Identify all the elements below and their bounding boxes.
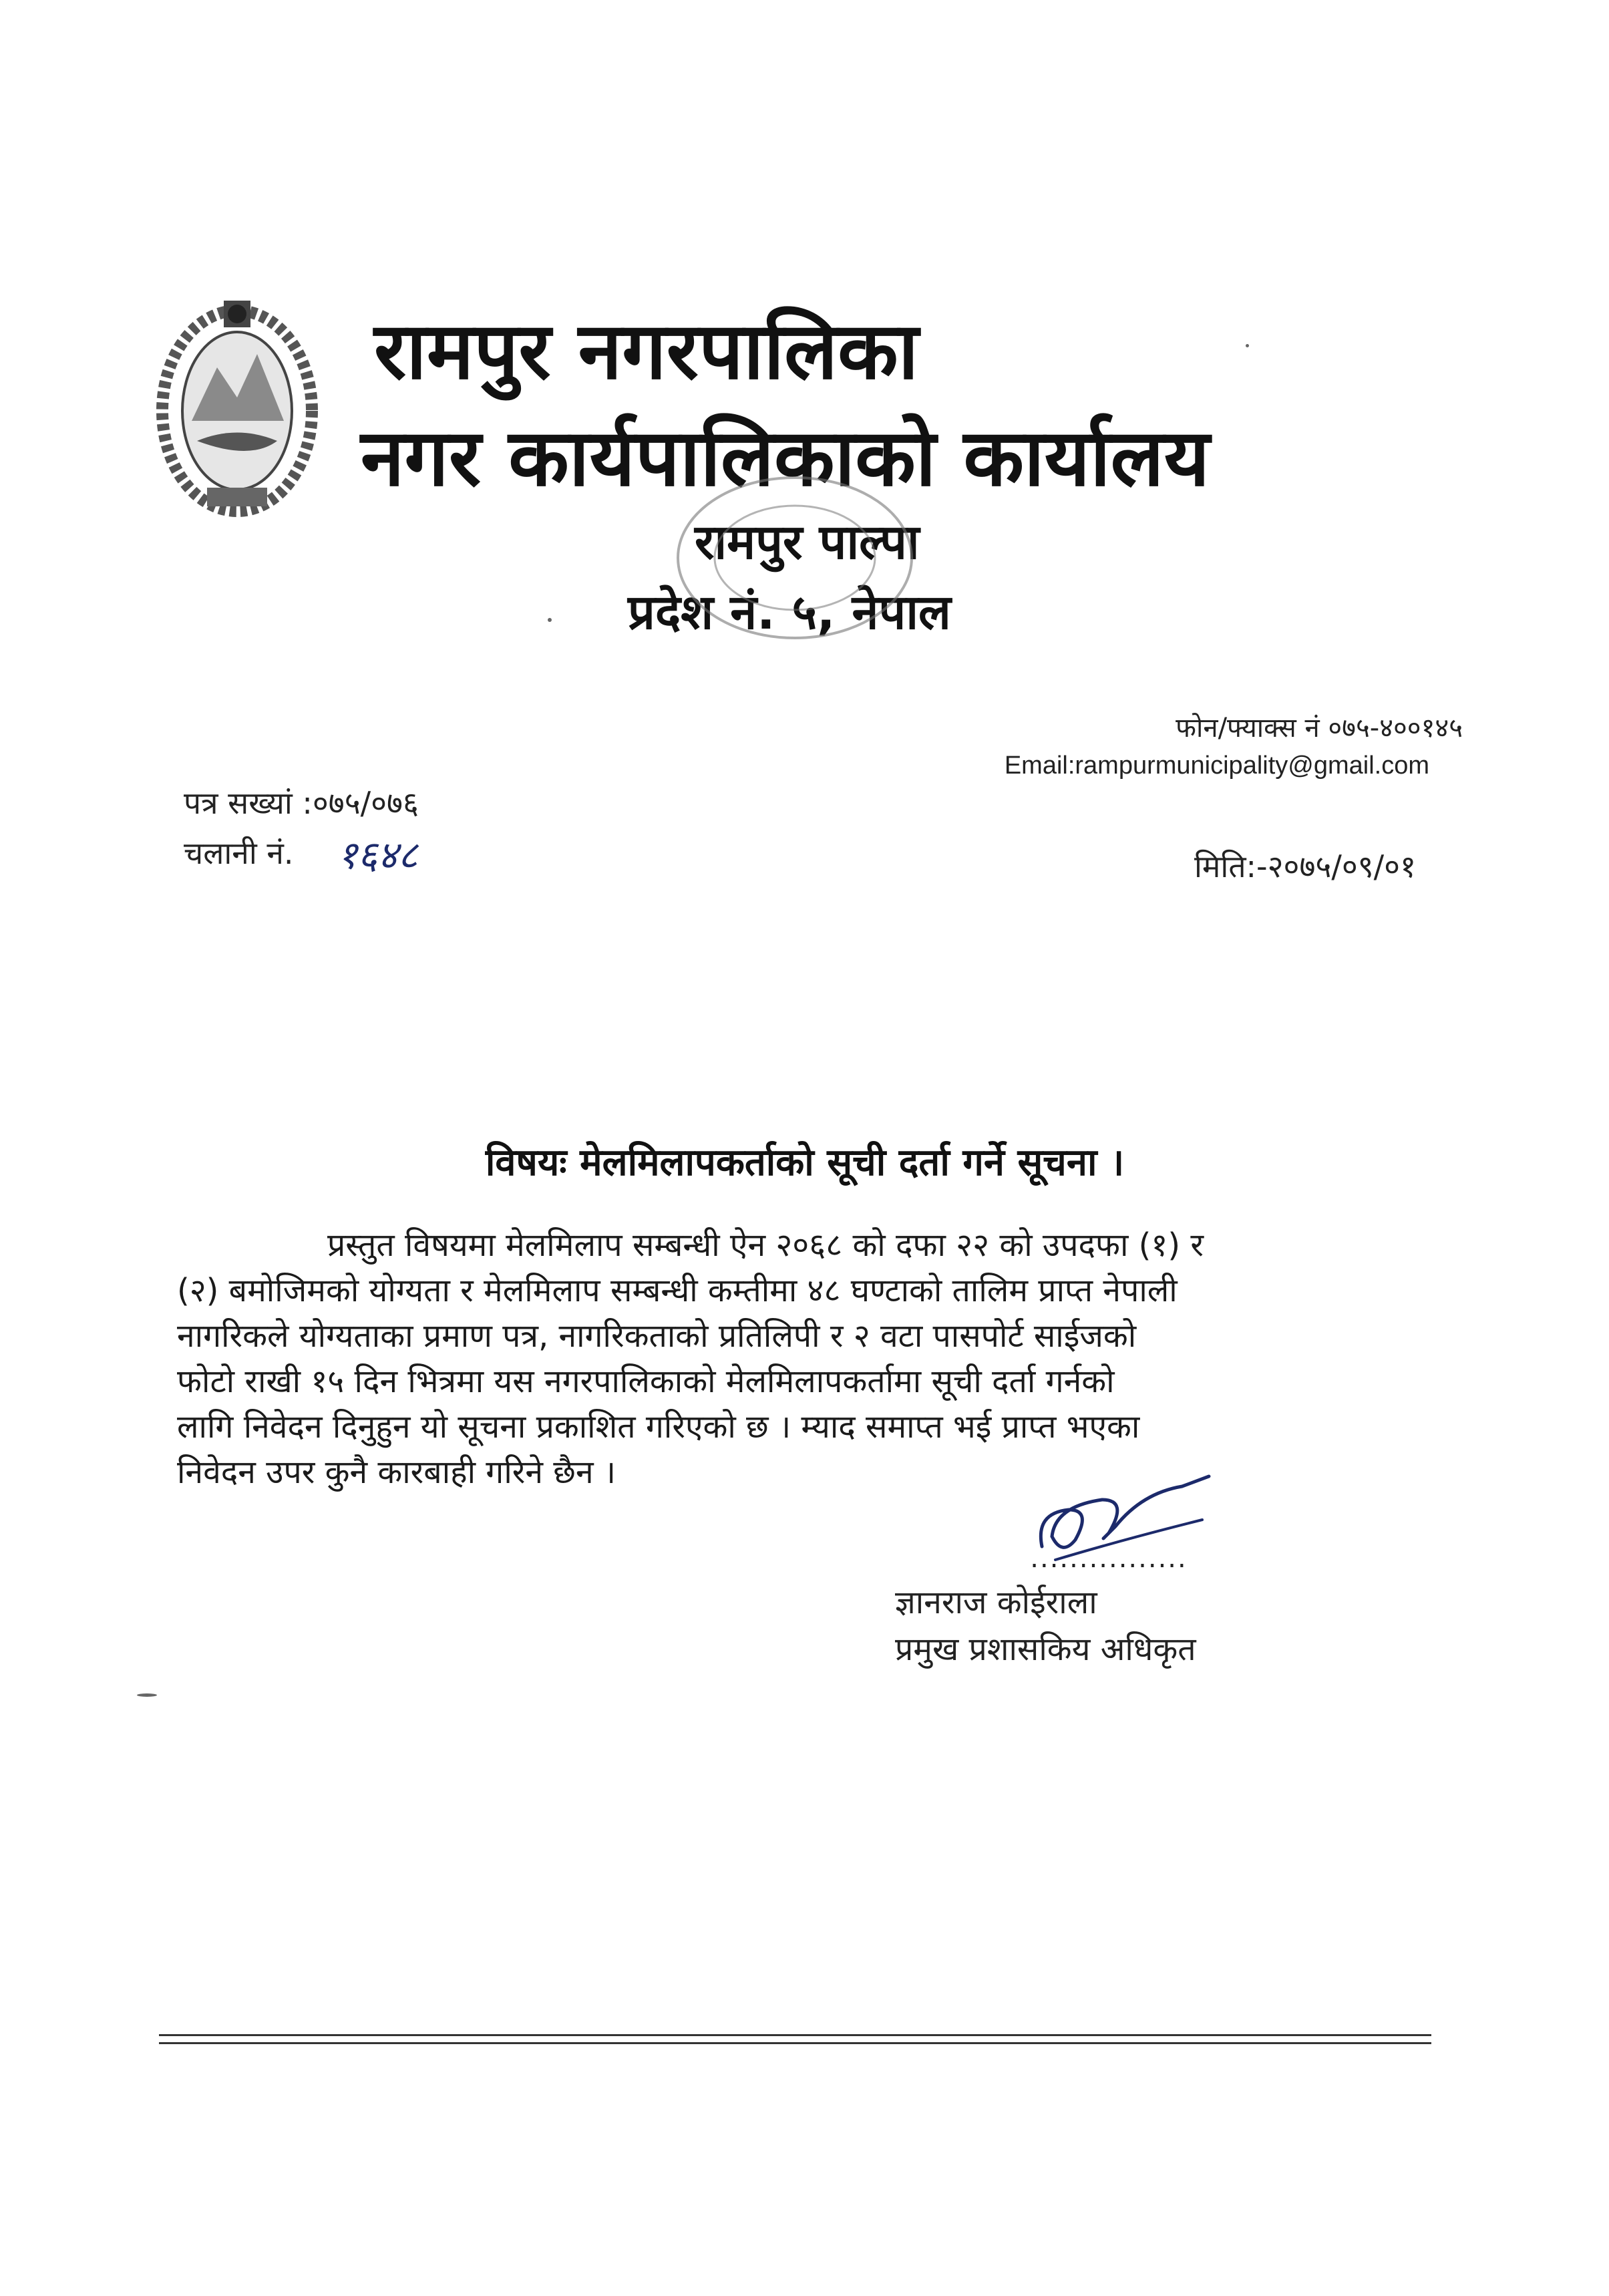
body-line: नागरिकले योग्यताका प्रमाण पत्र, नागरिकताको प्रतिलिपी र २ वटा पासपोर्ट साईजको (177, 1317, 1137, 1355)
body-line: निवेदन उपर कुनै कारबाही गरिने छैन । (177, 1454, 616, 1491)
body-line: प्रस्तुत विषयमा मेलमिलाप सम्बन्धी ऐन २०६८ को दफा २२ को उपदफा (१) र (327, 1226, 1204, 1264)
scan-speck (1246, 344, 1249, 347)
notice-body (177, 1222, 1439, 1495)
dispatch-number: १६४८ (337, 832, 418, 878)
signature-dots: ................ (1030, 1543, 1188, 1574)
signer-title: प्रमुख प्रशासकिय अधिकृत (895, 1631, 1196, 1668)
scan-speck (137, 1693, 157, 1697)
office-name: नगर कार्यपालिकाको कार्यालय (361, 412, 1210, 504)
dispatch-label: चलानी नं. (184, 835, 294, 871)
province-line: प्रदेश नं. ५, नेपाल (628, 584, 951, 640)
email-address: Email:rampurmunicipality@gmail.com (1004, 752, 1429, 780)
body-line: (२) बमोजिमको योग्यता र मेलमिलाप सम्बन्धी कम्तीमा ४८ घण्टाको तालिम प्राप्त नेपाली (177, 1272, 1178, 1309)
nepal-emblem-icon (144, 287, 331, 528)
district-line: रामपुर पाल्पा (695, 514, 920, 570)
subject-line: विषयः मेलमिलापकर्ताको सूची दर्ता गर्ने सूचना । (485, 1141, 1125, 1184)
letter-date: मिति:-२०७५/०९/०१ (1194, 848, 1416, 884)
office-stamp-icon (668, 461, 922, 655)
footer-double-rule (159, 2034, 1431, 2044)
phone-fax: फोन/फ्याक्स नं ०७५-४००१४५ (1176, 713, 1463, 744)
signer-name: ज्ञानराज कोईराला (895, 1584, 1097, 1621)
body-line: लागि निवेदन दिनुहुन यो सूचना प्रकाशित गरिएको छ । म्याद समाप्त भई प्राप्त भएका (177, 1408, 1140, 1446)
body-line: फोटो राखी १५ दिन भित्रमा यस नगरपालिकाको मेलमिलापकर्तामा सूची दर्ता गर्नको (177, 1363, 1115, 1400)
scan-speck (548, 618, 552, 622)
letter-number: पत्र सख्यां :०७५/०७६ (184, 785, 419, 821)
municipality-name: रामपुर नगरपालिका (374, 305, 919, 397)
